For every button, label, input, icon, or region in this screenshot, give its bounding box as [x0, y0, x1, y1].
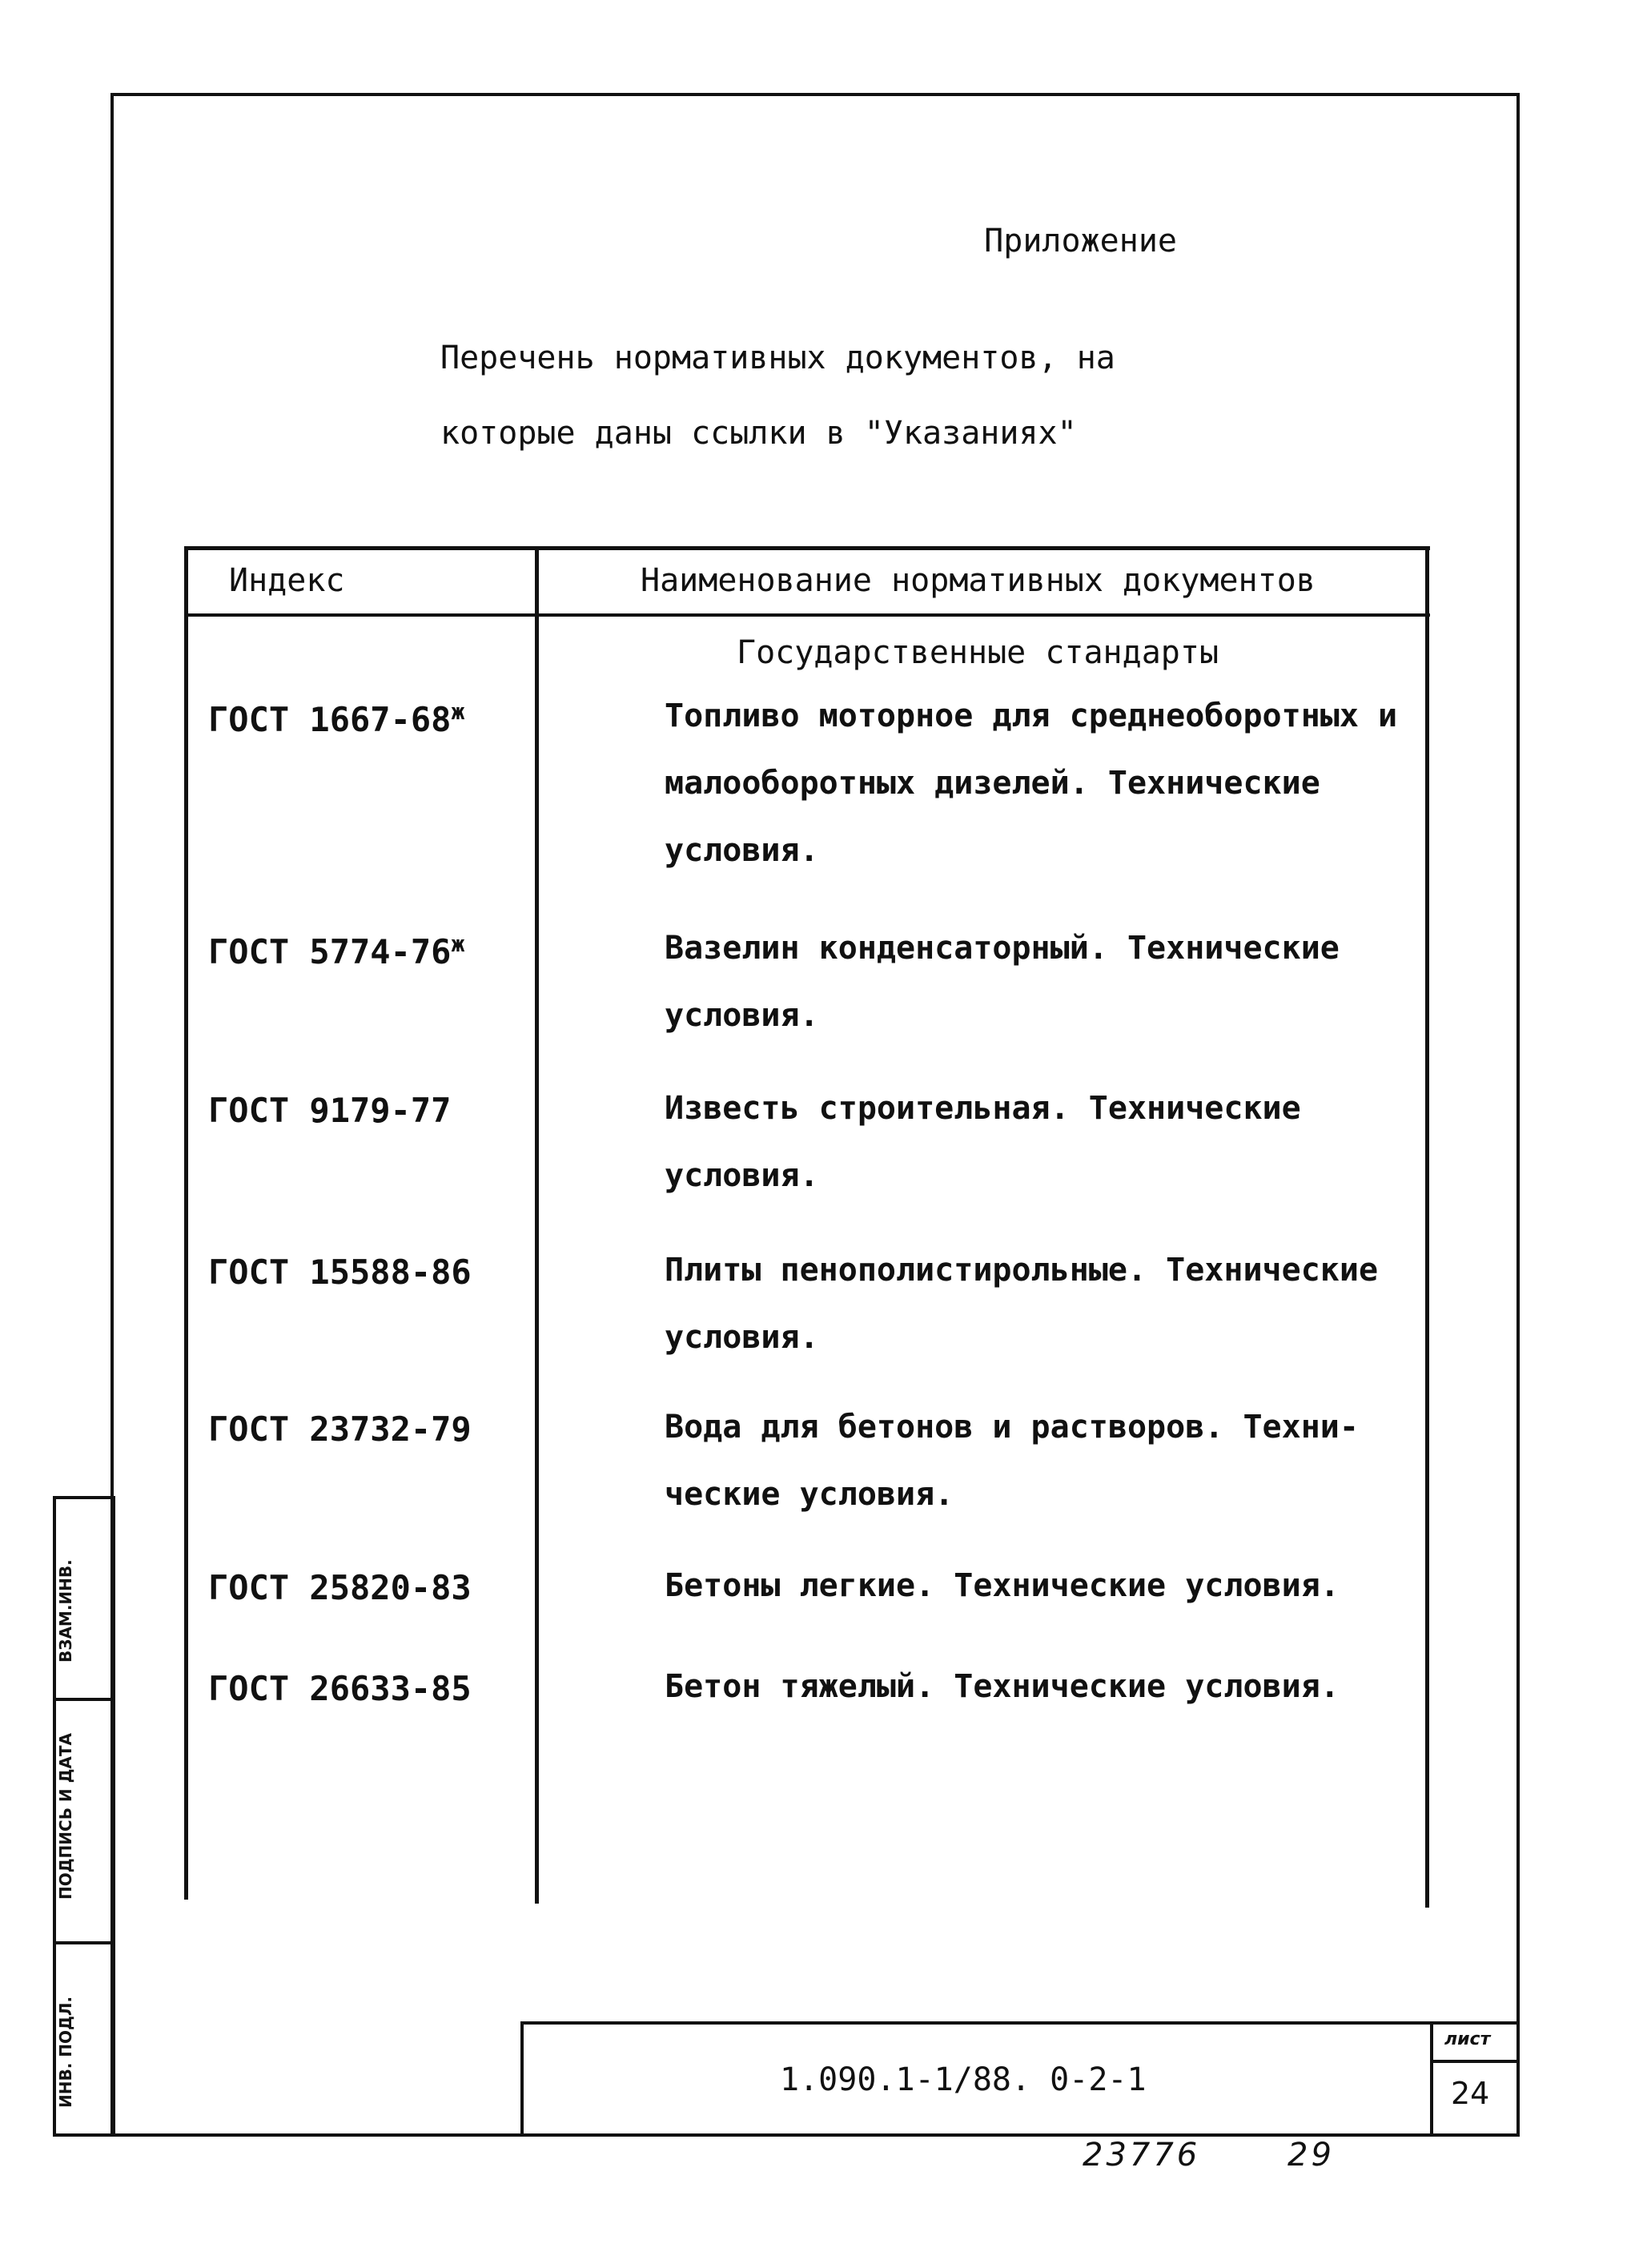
table-column-divider [535, 546, 539, 1904]
title-line-2: которые даны ссылки в "Указаниях" [440, 415, 1077, 452]
asterisk-mark: ж [451, 698, 465, 725]
stamp-separator [53, 1941, 112, 1944]
row-name: Бетоны легкие. Технические условия. [665, 1567, 1340, 1604]
appendix-heading: Приложение [984, 223, 1177, 259]
row-index: ГОСТ 23732-79 [208, 1409, 472, 1449]
stamp-top-border [53, 1496, 112, 1499]
stamp-sign-label: ПОДПИСЬ И ДАТА [56, 1732, 75, 1900]
section-heading: Государственные стандарты [737, 634, 1219, 671]
title-block [520, 2021, 1516, 2137]
handwritten-number: 23776 [1083, 2137, 1201, 2174]
document-code: 1.090.1-1/88. 0-2-1 [780, 2061, 1147, 2098]
row-name: Топливо моторное для среднеоборотных и малооборотных дизелей. Технические условия. [665, 698, 1398, 869]
row-index: ГОСТ 26633-85 [208, 1669, 472, 1708]
row-index: ГОСТ 25820-83 [208, 1568, 472, 1607]
sheet-separator [1433, 2060, 1516, 2063]
stamp-separator [53, 1698, 112, 1701]
title-line-1: Перечень нормативных документов, на [440, 340, 1115, 376]
table-header-border [184, 613, 1430, 617]
row-name: Плиты пенополистирольные. Технические условия. [665, 1252, 1379, 1356]
row-name: Бетон тяжелый. Технические условия. [665, 1668, 1340, 1705]
table-left-border [184, 546, 188, 1900]
document-title [440, 320, 1115, 471]
handwritten-page: 29 [1287, 2137, 1335, 2174]
row-name: Вазелин конденсаторный. Технические условия. [665, 930, 1340, 1034]
sheet-number: 24 [1451, 2076, 1490, 2111]
row-index: ГОСТ $5774-76^ж$ [208, 931, 465, 971]
table-right-border [1425, 546, 1429, 1908]
documents-table [184, 546, 1430, 1908]
row-name: Известь строительная. Технические условия. [665, 1090, 1301, 1194]
table-top-border [184, 546, 1430, 550]
row-index: ГОСТ $1667-68^ж$ [208, 698, 465, 739]
column-header-name: Наименование нормативных документов [641, 562, 1316, 599]
stamp-inv-label: ИНВ. ПОДЛ. [56, 1996, 75, 2108]
asterisk-mark: ж [451, 931, 465, 957]
sheet-box [1430, 2025, 1516, 2137]
row-index: ГОСТ 15588-86 [208, 1253, 472, 1292]
row-index: ГОСТ 9179-77 [208, 1091, 452, 1130]
row-name: Вода для бетонов и растворов. Техни-ческие условия. [665, 1409, 1359, 1513]
stamp-vzam-label: ВЗАМ.ИНВ. [56, 1559, 75, 1663]
sheet-label: лист [1444, 2029, 1491, 2049]
column-header-index: Индекс [229, 562, 345, 599]
